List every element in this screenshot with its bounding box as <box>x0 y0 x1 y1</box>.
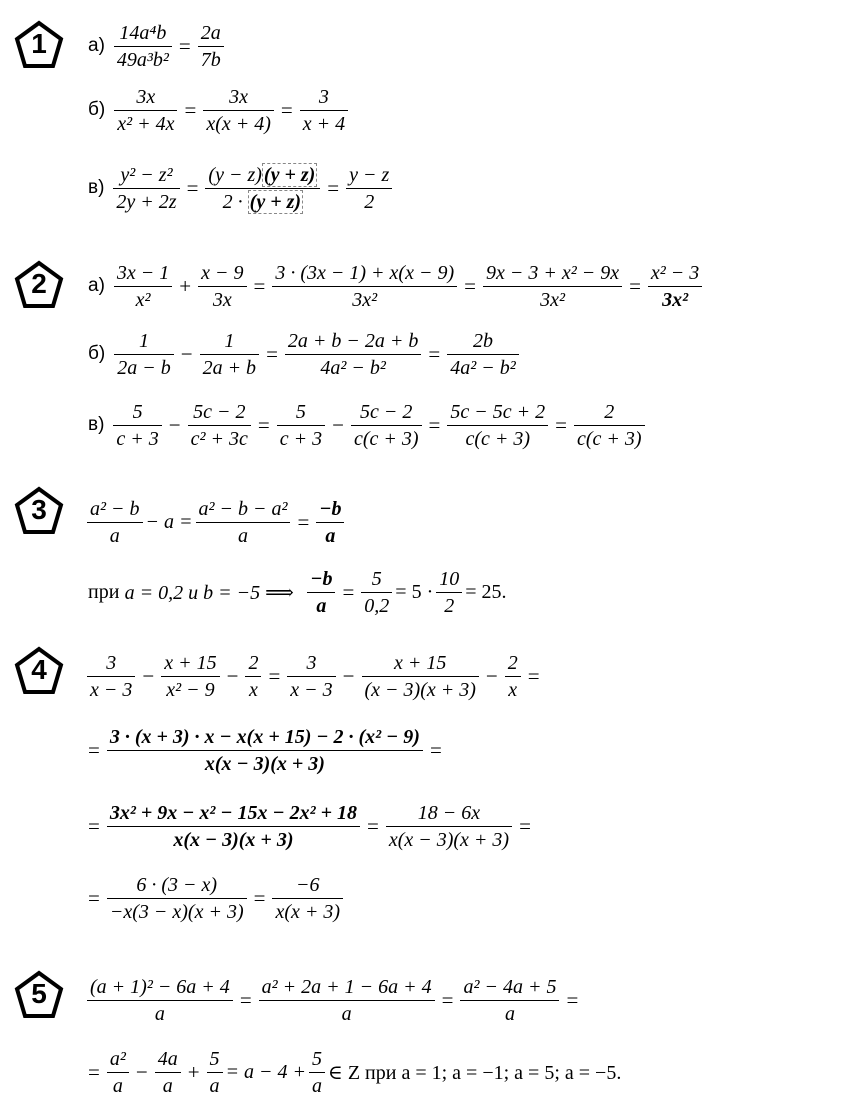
part-label: б) <box>88 343 106 364</box>
numerator: 3 <box>306 651 317 674</box>
fraction <box>113 162 179 215</box>
denominator: a <box>112 1074 123 1097</box>
fraction <box>362 650 479 703</box>
part-label: в) <box>88 177 105 198</box>
fraction <box>87 496 143 549</box>
task-number: 4 <box>31 654 47 685</box>
fraction <box>285 328 422 381</box>
numerator: 2 <box>248 651 259 674</box>
fraction <box>107 872 247 925</box>
numerator: 5 <box>132 400 143 423</box>
denominator: 2y + 2z <box>116 190 177 213</box>
numerator: y² − z² <box>120 163 173 186</box>
minus: − <box>142 663 155 688</box>
equals: = <box>266 341 278 366</box>
denominator: 7b <box>200 48 221 71</box>
factor: (y − z) <box>208 163 262 186</box>
numerator: 5 <box>312 1047 323 1070</box>
numerator: a² − 4a + 5 <box>463 975 557 998</box>
equals: = <box>186 175 199 200</box>
denominator: 0,2 <box>364 594 390 617</box>
task-1b <box>88 78 351 142</box>
task-number: 1 <box>31 28 47 59</box>
task-number-badge <box>14 646 64 696</box>
numerator: 3 <box>106 651 117 674</box>
fraction <box>309 1046 325 1099</box>
fraction <box>277 399 325 452</box>
denominator: a <box>154 1002 165 1025</box>
numerator: 2 <box>507 651 518 674</box>
fraction <box>205 162 320 215</box>
task-5-line-2 <box>84 1040 621 1104</box>
denominator: 3x² <box>662 288 689 311</box>
equals: = <box>88 1059 100 1084</box>
numerator: 3x² + 9x − x² − 15x − 2x² + 18 <box>109 801 357 824</box>
numerator: 5 <box>209 1047 220 1070</box>
fraction <box>272 260 457 313</box>
numerator: 4a <box>157 1047 178 1070</box>
equals: = <box>366 813 379 838</box>
equals: = <box>464 273 476 298</box>
denominator: c + 3 <box>279 427 323 450</box>
equals: = <box>297 509 310 534</box>
task-2b <box>88 322 522 386</box>
denominator: x(x − 3)(x + 3) <box>173 828 294 851</box>
denominator: x <box>248 678 258 701</box>
numerator: x + 15 <box>394 651 447 674</box>
denominator: x − 3 <box>90 678 133 701</box>
numerator: 9x − 3 + x² − 9x <box>485 261 620 284</box>
minus: − <box>180 341 193 366</box>
task-4-line-4 <box>84 866 346 930</box>
denominator: x² + 4x <box>117 112 175 135</box>
denominator: (x − 3)(x + 3) <box>364 678 476 701</box>
numerator: 6 · (3 − x) <box>136 873 218 896</box>
denominator: x(x + 4) <box>206 112 271 135</box>
numerator: 3x <box>229 85 249 108</box>
fraction <box>107 800 360 853</box>
equals: = <box>239 987 252 1012</box>
denominator: c(c + 3) <box>465 427 531 450</box>
fraction <box>574 399 645 452</box>
task-5-line-1 <box>84 968 582 1032</box>
fraction <box>483 260 622 313</box>
equals: = <box>268 663 281 688</box>
equals: = <box>428 341 441 366</box>
minus: − <box>135 1059 148 1084</box>
task-1a <box>88 14 227 78</box>
equals: = <box>253 885 266 910</box>
numerator: 3 <box>318 85 329 108</box>
denominator: a <box>162 1074 173 1097</box>
numerator: 5 <box>295 400 306 423</box>
denominator: c² + 3c <box>190 427 248 450</box>
numerator: 14a⁴b <box>119 21 167 44</box>
task-number-badge <box>14 260 64 310</box>
equals: = <box>519 813 531 838</box>
minus: − <box>485 663 498 688</box>
equals: = <box>257 412 270 437</box>
fraction <box>307 566 335 619</box>
fraction <box>316 496 344 549</box>
part-label: а) <box>88 35 105 56</box>
fraction <box>87 650 135 703</box>
minus: − <box>342 663 355 688</box>
fraction <box>114 84 177 137</box>
fraction <box>447 399 548 452</box>
numerator: 2 <box>604 400 615 423</box>
fraction <box>207 1046 223 1099</box>
numerator: x² − 3 <box>650 261 700 284</box>
factor: 2 · <box>222 190 248 213</box>
equals: = <box>428 412 441 437</box>
task-number-badge <box>14 486 64 536</box>
numerator: 5c − 2 <box>360 400 413 423</box>
task-number-badge <box>14 20 64 70</box>
fraction <box>113 399 161 452</box>
numerator: a² + 2a + 1 − 6a + 4 <box>261 975 432 998</box>
equals: = <box>88 737 100 762</box>
equals: = <box>441 987 454 1012</box>
equals: = <box>184 97 197 122</box>
task-4-line-3 <box>84 794 535 858</box>
denominator: c(c + 3) <box>353 427 419 450</box>
expression-text: = a − 4 + <box>225 1060 307 1083</box>
fraction <box>155 1046 181 1099</box>
numerator: −6 <box>295 873 320 896</box>
fraction <box>245 650 261 703</box>
denominator: a <box>316 594 327 617</box>
numerator: 3 · (3x − 1) + x(x − 9) <box>275 261 455 284</box>
cancelled-factor: (y + z) <box>249 190 302 213</box>
equals: = <box>342 579 355 604</box>
fraction <box>114 260 172 313</box>
fraction <box>203 84 274 137</box>
fraction <box>196 496 291 549</box>
part-label: а) <box>88 275 105 296</box>
numerator: 2a + b − 2a + b <box>287 329 419 352</box>
denominator: 2 <box>444 594 455 617</box>
numerator <box>205 162 320 188</box>
denominator: a <box>109 524 120 547</box>
equals: = <box>178 33 191 58</box>
part-label: б) <box>88 99 106 120</box>
fraction <box>648 260 702 313</box>
numerator: a² <box>109 1047 126 1070</box>
numerator: 3 · (x + 3) · x − x(x + 15) − 2 · (x² − 9) <box>109 725 420 748</box>
fraction <box>114 20 172 73</box>
denominator: 4a² − b² <box>320 356 386 379</box>
denominator: c(c + 3) <box>576 427 642 450</box>
numerator: 10 <box>439 567 460 590</box>
denominator <box>220 189 306 215</box>
denominator: 3x² <box>352 288 378 311</box>
numerator: 5c − 2 <box>193 400 246 423</box>
numerator: a² − b − a² <box>198 497 288 520</box>
equals: = <box>88 813 100 838</box>
minus: − <box>168 412 181 437</box>
numerator: 2a <box>200 21 221 44</box>
denominator: x + 4 <box>302 112 346 135</box>
fraction <box>200 328 260 381</box>
fraction <box>107 724 423 777</box>
numerator: 5c − 5c + 2 <box>450 400 546 423</box>
numerator: (a + 1)² − 6a + 4 <box>90 975 230 998</box>
task-2c <box>88 393 648 457</box>
condition-text: a = 0,2 и b = −5 ⟹ <box>124 581 294 604</box>
numerator: 18 − 6x <box>417 801 481 824</box>
fraction <box>361 566 392 619</box>
equals: = <box>429 737 442 762</box>
denominator: 4a² − b² <box>450 356 516 379</box>
fraction <box>198 260 246 313</box>
fraction <box>346 162 392 215</box>
fraction <box>107 1046 129 1099</box>
fraction <box>386 800 512 853</box>
task-3-line-1 <box>84 490 347 554</box>
fraction <box>198 20 224 73</box>
denominator: x − 3 <box>290 678 333 701</box>
fraction <box>505 650 521 703</box>
task-4-line-1 <box>84 644 544 708</box>
fraction <box>436 566 462 619</box>
task-1c <box>88 156 395 220</box>
denominator: x² <box>135 288 151 311</box>
task-4-line-2 <box>84 718 446 782</box>
numerator: a² − b <box>90 497 140 520</box>
fraction <box>114 328 174 381</box>
condition-prefix: при <box>88 580 120 603</box>
numerator: 3x <box>136 85 156 108</box>
equals: = <box>327 175 340 200</box>
numerator: −b <box>310 567 333 590</box>
denominator: x <box>508 678 518 701</box>
minus: − <box>332 412 344 437</box>
equals: = <box>280 97 293 122</box>
fraction <box>447 328 519 381</box>
answer-text: ∈ Z при a = 1; a = −1; a = 5; a = −5. <box>328 1061 622 1084</box>
numerator: 3x − 1 <box>116 261 170 284</box>
equals: = <box>566 987 579 1012</box>
equals: = <box>253 273 266 298</box>
denominator: a <box>504 1002 515 1025</box>
task-3-line-2 <box>88 560 507 624</box>
plus: + <box>179 273 192 298</box>
numerator: 1 <box>138 329 149 352</box>
equals: = <box>555 412 567 437</box>
numerator: x + 15 <box>164 651 217 674</box>
denominator: 2 <box>364 190 375 213</box>
denominator: 2a − b <box>117 356 171 379</box>
denominator: x(x − 3)(x + 3) <box>388 828 510 851</box>
fraction <box>460 974 559 1027</box>
denominator: 2a + b <box>202 356 257 379</box>
denominator: a <box>209 1074 220 1097</box>
fraction <box>259 974 435 1027</box>
denominator: 3x <box>212 288 232 311</box>
numerator: x − 9 <box>201 261 244 284</box>
fraction <box>188 399 251 452</box>
numerator: y − z <box>349 163 390 186</box>
task-number: 2 <box>31 268 47 299</box>
numerator: 2b <box>473 329 493 352</box>
task-number: 5 <box>31 978 47 1009</box>
denominator: c + 3 <box>116 427 159 450</box>
fraction <box>87 974 233 1027</box>
part-label: в) <box>88 414 105 435</box>
fraction <box>161 650 219 703</box>
denominator: a <box>237 524 248 547</box>
denominator: a <box>325 524 336 547</box>
equals: = <box>527 663 540 688</box>
task-number: 3 <box>31 494 47 525</box>
task-2a <box>88 254 705 318</box>
numerator: 5 <box>371 567 382 590</box>
denominator: a <box>341 1002 352 1025</box>
fraction <box>351 399 422 452</box>
denominator: −x(3 − x)(x + 3) <box>109 900 244 923</box>
expression-text: − a = <box>145 510 193 533</box>
fraction <box>300 84 348 137</box>
denominator: x² − 9 <box>166 678 215 701</box>
fraction <box>272 872 343 925</box>
cancelled-factor: (y + z) <box>263 163 316 186</box>
minus: − <box>226 663 239 688</box>
fraction <box>287 650 335 703</box>
denominator: x(x − 3)(x + 3) <box>204 752 325 775</box>
numerator: 1 <box>224 329 235 352</box>
equals: = <box>88 885 100 910</box>
numerator: −b <box>319 497 342 520</box>
plus: + <box>187 1059 200 1084</box>
task-number-badge <box>14 970 64 1020</box>
denominator: a <box>312 1074 323 1097</box>
equals: = <box>629 273 641 298</box>
denominator: x(x + 3) <box>275 900 341 923</box>
result-text: = 25. <box>465 580 507 603</box>
denominator: 49a³b² <box>116 48 169 71</box>
expression-text: = 5 · <box>395 580 434 603</box>
denominator: 3x² <box>540 288 565 311</box>
